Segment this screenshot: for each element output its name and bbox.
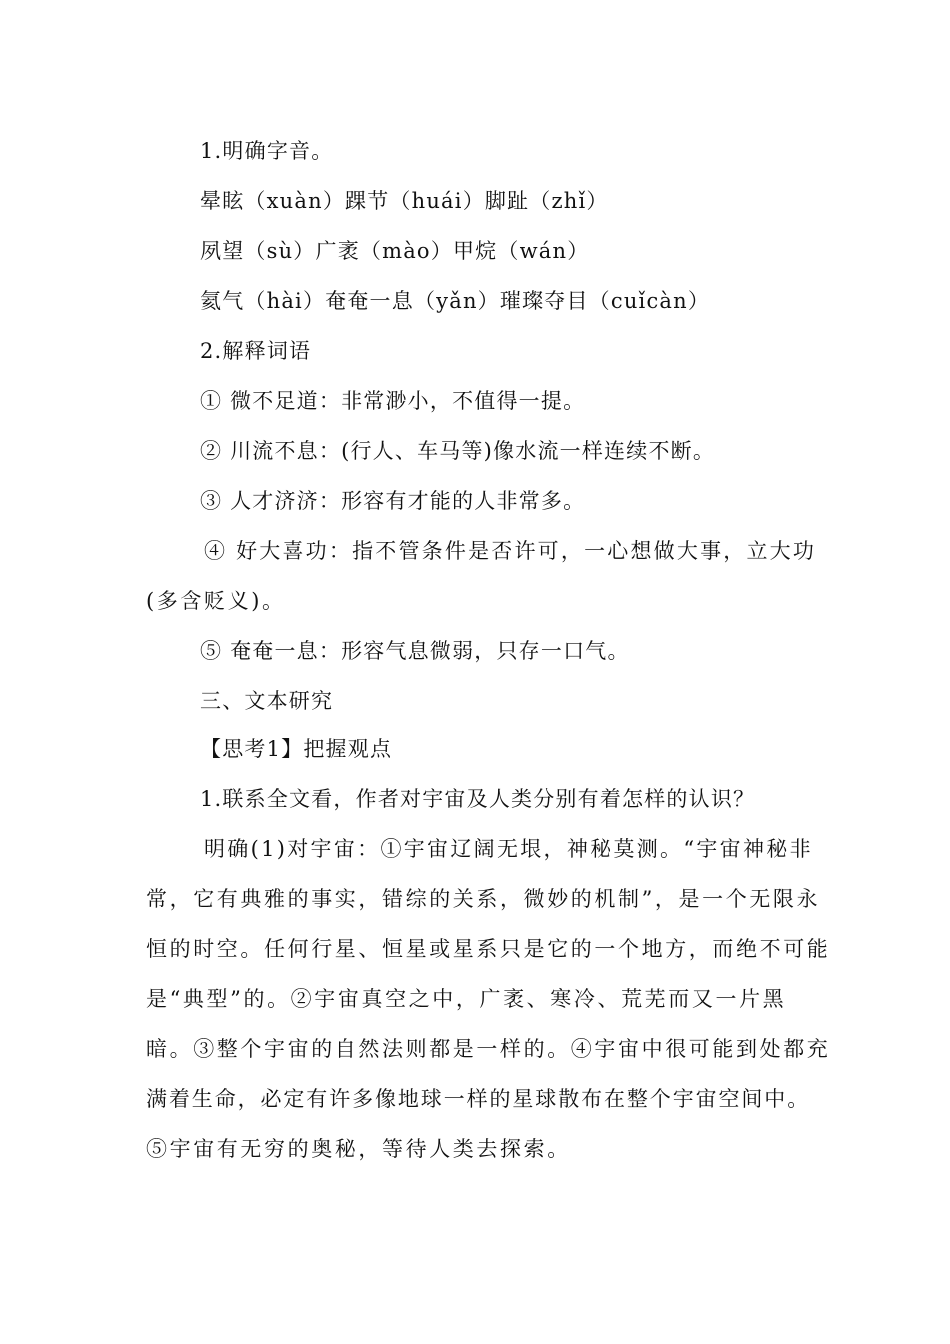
item-pronunciation-heading: 1.明确字音。 — [200, 139, 334, 163]
answer-paragraph-line-7: ⑤宇宙有无穷的奥秘，等待人类去探索。 — [146, 1137, 571, 1161]
vocabulary-item-4: ④ 好大喜功：指不管条件是否许可，一心想做大事，立大功 — [204, 539, 817, 563]
vocabulary-item-3: ③ 人才济济：形容有才能的人非常多。 — [200, 489, 586, 513]
answer-paragraph-line-3: 恒的时空。任何行星、恒星或星系只是它的一个地方，而绝不可能 — [146, 937, 831, 961]
item-vocabulary-heading: 2.解释词语 — [200, 339, 312, 363]
pronunciation-line-2: 夙望（sù）广袤（mào）甲烷（wán） — [200, 239, 590, 263]
pronunciation-line-1: 晕眩（xuàn）踝节（huái）脚趾（zhǐ） — [200, 189, 609, 213]
think-1-heading: 【思考1】把握观点 — [200, 737, 393, 761]
pronunciation-line-3: 氦气（hài）奄奄一息（yǎn）璀璨夺目（cuǐcàn） — [200, 289, 711, 313]
answer-paragraph-line-6: 满着生命，必定有许多像地球一样的星球散布在整个宇宙空间中。 — [146, 1087, 811, 1111]
vocabulary-item-4-continued: (多含贬义)。 — [146, 589, 286, 613]
vocabulary-item-2: ② 川流不息：(行人、车马等)像水流一样连续不断。 — [200, 439, 716, 463]
section-heading-text-study: 三、文本研究 — [200, 689, 334, 713]
question-1: 1.联系全文看，作者对宇宙及人类分别有着怎样的认识？ — [200, 787, 756, 811]
answer-paragraph-line-4: 是“典型”的。②宇宙真空之中，广袤、寒冷、荒芜而又一片黑 — [146, 987, 787, 1011]
answer-paragraph-line-1: 明确(1)对宇宙：①宇宙辽阔无垠，神秘莫测。“宇宙神秘非 — [204, 837, 813, 861]
answer-paragraph-line-5: 暗。③整个宇宙的自然法则都是一样的。④宇宙中很可能到处都充 — [146, 1037, 831, 1061]
answer-paragraph-line-2: 常，它有典雅的事实，错综的关系，微妙的机制”，是一个无限永 — [146, 887, 821, 911]
vocabulary-item-1: ① 微不足道：非常渺小，不值得一提。 — [200, 389, 586, 413]
vocabulary-item-5: ⑤ 奄奄一息：形容气息微弱，只存一口气。 — [200, 639, 630, 663]
